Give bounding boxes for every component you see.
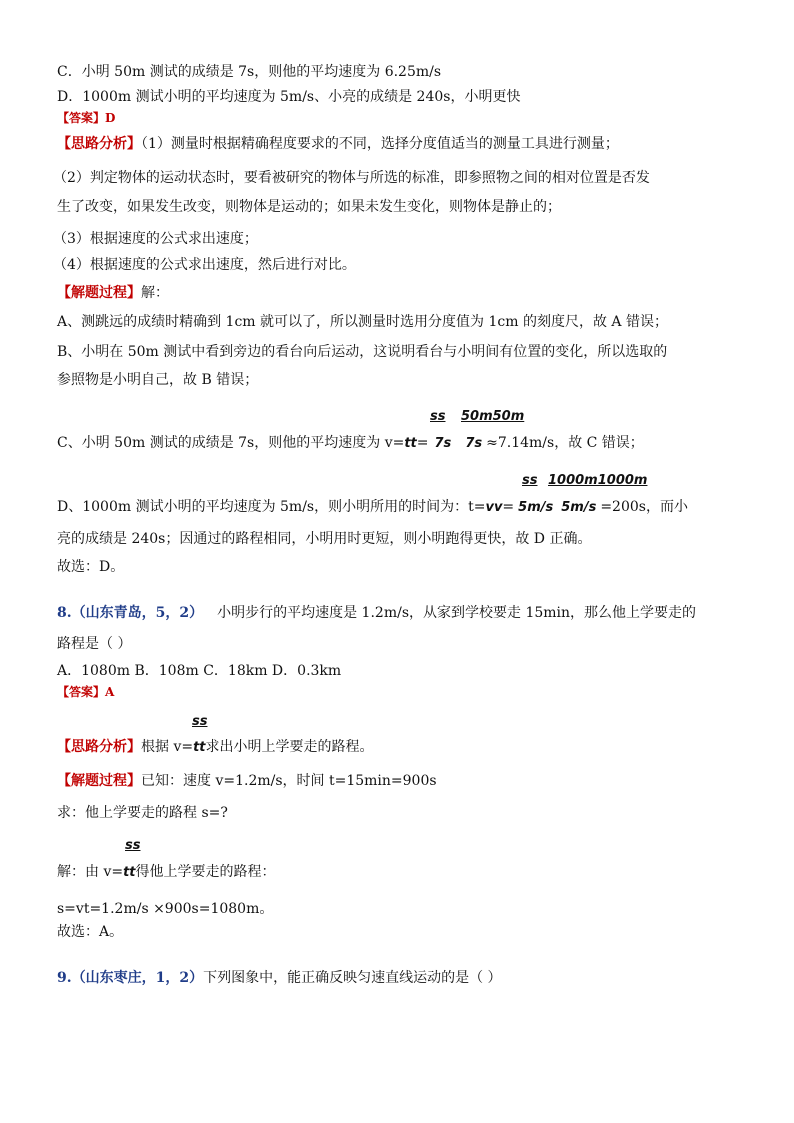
c-text-post: ≈7.14m/s，故 C 错误； xyxy=(486,435,644,451)
process-8-line-4: s=vt=1.2m/s ×900s=1080m。 xyxy=(57,901,274,917)
c-fraction-den-2: 7s xyxy=(434,436,452,451)
analysis-tag: 【思路分析】 xyxy=(57,136,141,152)
question-8-head: 8.（山东青岛，5，2） xyxy=(57,605,204,621)
answer-line-1 xyxy=(57,108,115,128)
analysis-line-8 xyxy=(57,737,374,758)
option-d: D．1000m 测试小明的平均速度为 5m/s、小亮的成绩是 240s，小明更快 xyxy=(57,89,521,105)
question-8-line-2: 路程是（ ） xyxy=(57,636,132,652)
d-fraction-num-1: ss xyxy=(522,473,538,488)
c-text-pre: C、小明 50m 测试的成绩是 7s，则他的平均速度为 v= xyxy=(57,435,405,451)
process-select-1: 故选：D。 xyxy=(57,559,125,575)
process-line-a: A、测跳远的成绩时精确到 1cm 就可以了，所以测量时选用分度值为 1cm 的刻度尺，故 A 错误； xyxy=(57,314,668,330)
answer-8-tag: 【答案】 xyxy=(57,685,106,699)
analysis-line-4: （3）根据速度的公式求出速度； xyxy=(53,231,258,247)
process-8-t3-pre: 解：由 v= xyxy=(57,864,124,880)
c-fraction-num-1: ss xyxy=(430,409,446,424)
analysis-8-tag: 【思路分析】 xyxy=(57,739,141,755)
question-9-text: 下列图象中，能正确反映匀速直线运动的是（ ） xyxy=(203,970,502,986)
process-8-line-3 xyxy=(57,862,276,883)
d-text-post: =200s，而小 xyxy=(600,499,688,515)
process-8-t1: 已知：速度 v=1.2m/s，时间 t=15min=900s xyxy=(141,773,437,789)
answer-line-8 xyxy=(57,682,114,702)
process-8-t3-den: tt xyxy=(123,865,136,880)
analysis-line-1 xyxy=(57,134,619,154)
question-9-line xyxy=(57,968,502,988)
analysis8-fraction-num: ss xyxy=(192,714,208,729)
answer-tag: 【答案】 xyxy=(57,111,106,125)
c-fraction-den-1: tt xyxy=(404,436,417,451)
process-tag: 【解题过程】 xyxy=(57,285,141,301)
process8-fraction-num: ss xyxy=(125,838,141,853)
answer-value: D xyxy=(105,111,116,125)
question-8-text: 小明步行的平均速度是 1.2m/s，从家到学校要走 15min，那么他上学要走的 xyxy=(217,605,697,621)
question-8-line-1 xyxy=(57,603,696,623)
analysis-8-post: 求出小明上学要走的路程。 xyxy=(205,739,374,755)
process-line-1 xyxy=(57,283,169,303)
process-8-select: 故选：A。 xyxy=(57,924,124,940)
question-9-head: 9.（山东枣庄，1，2） xyxy=(57,970,204,986)
option-c: C．小明 50m 测试的成绩是 7s，则他的平均速度为 6.25m/s xyxy=(57,64,442,80)
process-8-t3-post: 得他上学要走的路程： xyxy=(135,864,276,880)
d-text-pre: D、1000m 测试小明的平均速度为 5m/s，则小明所用的时间为：t= xyxy=(57,499,486,515)
process-8-line-2: 求：他上学要走的路程 s=? xyxy=(57,805,228,821)
analysis-text: （1）测量时根据精确程度要求的不同，选择分度值适当的测量工具进行测量； xyxy=(141,136,619,152)
d-fraction-den-3: 5m/s xyxy=(561,500,597,515)
process-line-c xyxy=(57,433,644,454)
c-fraction-den-3: 7s xyxy=(465,436,483,451)
process-line-b1: B、小明在 50m 测试中看到旁边的看台向后运动，这说明看台与小明间有位置的变化，所以选取的 xyxy=(57,344,668,360)
d-fraction-den-2: 5m/s xyxy=(518,500,554,515)
process-line-b2: 参照物是小明自己，故 B 错误； xyxy=(57,372,259,388)
process-8-tag: 【解题过程】 xyxy=(57,773,141,789)
d-fraction-den-1: vv xyxy=(485,500,503,515)
analysis-8-pre: 根据 v= xyxy=(141,739,194,755)
c-fraction-num-2: 50m50m xyxy=(461,409,525,424)
d-eq: = xyxy=(502,499,515,515)
process-text: 解： xyxy=(141,285,169,301)
analysis-line-3: 生了改变，如果发生改变，则物体是运动的；如果未发生变化，则物体是静止的； xyxy=(57,199,561,215)
d-fraction-num-2: 1000m1000m xyxy=(548,473,648,488)
question-8-options: A．1080m B．108m C．18km D．0.3km xyxy=(57,663,342,679)
analysis-8-den: tt xyxy=(193,740,206,755)
answer-8-value: A xyxy=(105,685,115,699)
c-eq: = xyxy=(416,435,429,451)
process-line-d2: 亮的成绩是 240s；因通过的路程相同，小明用时更短，则小明跑得更快，故 D 正确。 xyxy=(57,531,592,547)
process-8-line-1 xyxy=(57,771,437,791)
analysis-line-5: （4）根据速度的公式求出速度，然后进行对比。 xyxy=(53,257,356,273)
process-line-d xyxy=(57,497,688,518)
analysis-line-2: （2）判定物体的运动状态时，要看被研究的物体与所选的标准，即参照物之间的相对位置是否发 xyxy=(53,170,650,186)
